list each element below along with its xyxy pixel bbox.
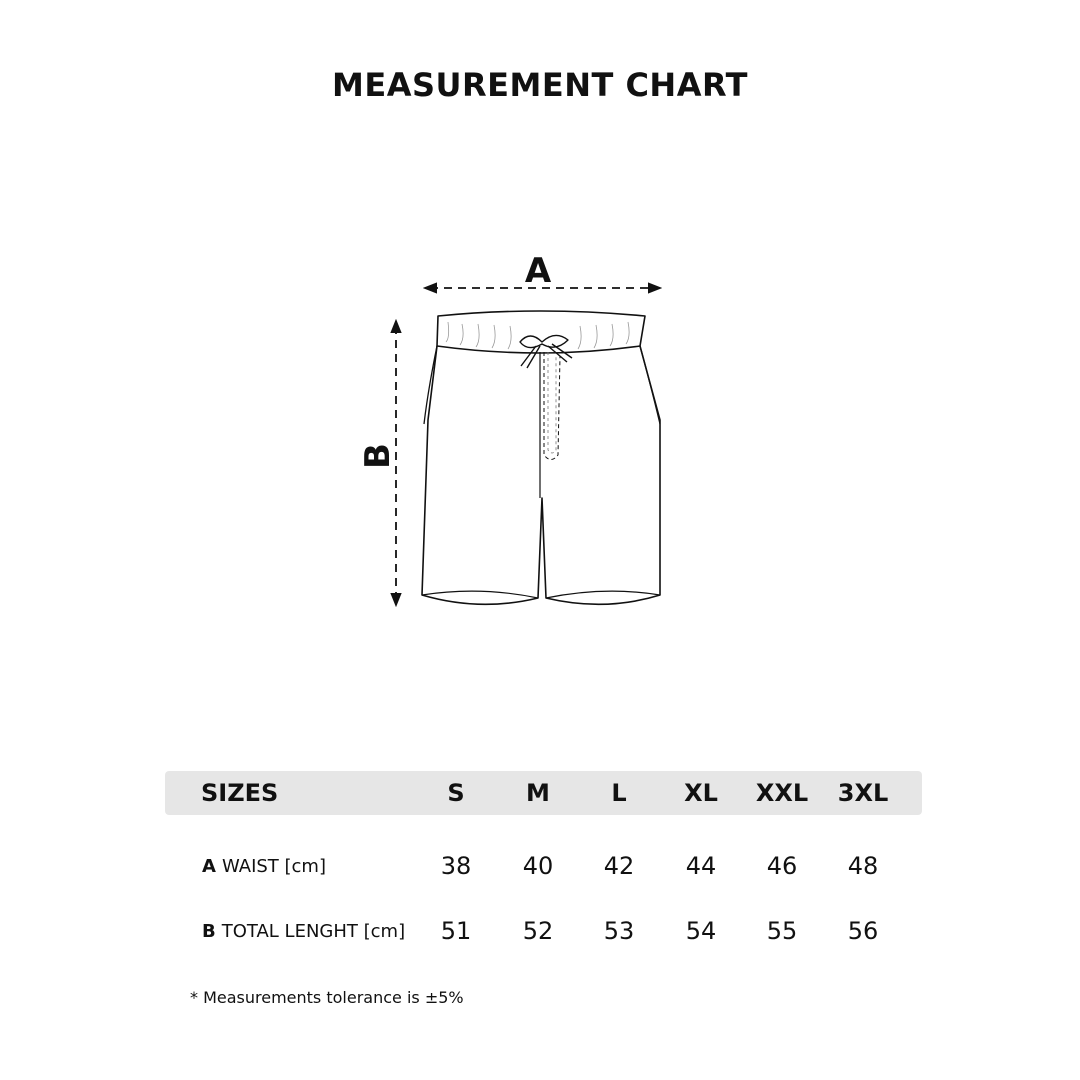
- row-label-text: WAIST [cm]: [221, 855, 326, 877]
- table-cell: 52: [522, 917, 554, 945]
- sizes-header-label: SIZES: [201, 779, 279, 807]
- size-header: M: [526, 779, 550, 807]
- size-header: 3XL: [837, 779, 889, 807]
- table-cell: 42: [603, 852, 635, 880]
- table-cell: 46: [766, 852, 798, 880]
- size-header: XL: [684, 779, 718, 807]
- row-label-total-length: [202, 911, 405, 951]
- table-cell: 55: [766, 917, 798, 945]
- table-cell: 56: [847, 917, 879, 945]
- table-cell: 44: [685, 852, 717, 880]
- table-row-waist: [165, 846, 922, 886]
- table-cell: 54: [685, 917, 717, 945]
- table-row-total-length: [165, 911, 922, 951]
- size-header: L: [611, 779, 627, 807]
- table-cell: 48: [847, 852, 879, 880]
- table-header-row: [165, 771, 922, 815]
- tolerance-footnote: * Measurements tolerance is ±5%: [190, 988, 464, 1007]
- size-header: XXL: [755, 779, 809, 807]
- table-cell: 53: [603, 917, 635, 945]
- row-label-waist: [202, 846, 326, 886]
- size-table: [165, 771, 922, 945]
- table-cell: 51: [440, 917, 472, 945]
- shorts-outline: [422, 311, 660, 604]
- row-label-text: TOTAL LENGHT [cm]: [221, 920, 406, 942]
- row-letter: A: [202, 855, 216, 877]
- shorts-illustration: [350, 240, 690, 630]
- table-cell: 38: [440, 852, 472, 880]
- measure-label-a: A: [524, 251, 552, 291]
- row-letter: B: [202, 920, 216, 942]
- table-cell: 40: [522, 852, 554, 880]
- page-title: MEASUREMENT CHART: [331, 66, 748, 104]
- measure-label-b: B: [358, 443, 398, 469]
- size-header: S: [447, 779, 465, 807]
